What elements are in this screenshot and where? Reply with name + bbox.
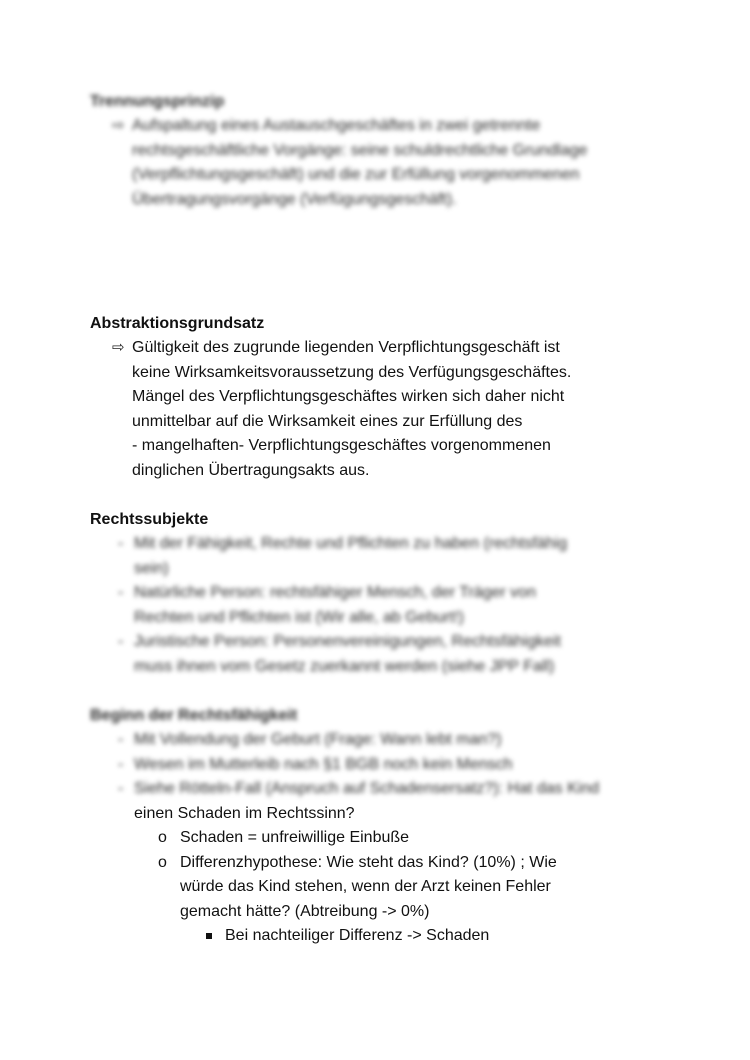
sub-sub-list-item (90, 924, 670, 949)
text-line: Aufspaltung eines Austauschgeschäftes in zwei getrennte (132, 117, 541, 134)
section-trennungsprinzip (90, 90, 670, 212)
text-line: Gültigkeit des zugrunde liegenden Verpflichtungsgeschäft ist (132, 339, 560, 356)
list-item-continuation (90, 802, 670, 827)
text-line: (Verpflichtungsgeschäft) und die zur Erfüllung vorgenommenen (132, 166, 580, 183)
text-line: keine Wirksamkeitsvoraussetzung des Verfügungsgeschäftes. (132, 363, 572, 381)
circle-bullet-icon: o (158, 829, 167, 846)
arrow-paragraph-trennungsprinzip (90, 114, 670, 212)
text-line: einen Schaden im Rechtssinn? (134, 804, 355, 822)
list-item (90, 630, 670, 679)
text-line: Mängel des Verpflichtungsgeschäftes wirken sich daher nicht (132, 388, 565, 405)
square-bullet-icon (206, 933, 212, 939)
dash-bullet-icon: - (118, 731, 124, 748)
section-rechtssubjekte (90, 508, 670, 679)
text-line: unmittelbar auf die Wirksamkeit eines zur Erfüllung des (132, 412, 523, 430)
text-line: gemacht hätte? (Abtreibung -> 0%) (180, 902, 430, 920)
dash-bullet-icon: - (118, 535, 124, 552)
heading-rechtssubjekte: Rechtssubjekte (90, 511, 209, 528)
text-line: Bei nachteiliger Differenz -> Schaden (225, 927, 490, 944)
text-line: Natürliche Person: rechtsfähiger Mensch, der Träger von (134, 584, 536, 601)
text-line: Differenzhypothese: Wie steht das Kind? (10%) ; Wie (180, 853, 557, 871)
list-item (90, 581, 670, 630)
heading-beginn-rechtsfaehigkeit: Beginn der Rechtsfähigkeit (90, 707, 298, 724)
dash-bullet-icon: - (118, 633, 124, 650)
rechtsfaehigkeit-sub-list (90, 826, 670, 924)
arrow-right-icon: ⇨ (112, 117, 125, 134)
heading-trennungsprinzip: Trennungsprinzip (90, 93, 225, 110)
text-line: sein) (134, 559, 169, 577)
text-line: würde das Kind stehen, wenn der Arzt keinen Fehler (180, 878, 551, 895)
text-line: Schaden = unfreiwillige Einbuße (180, 829, 410, 846)
section-abstraktionsgrundsatz (90, 312, 670, 483)
dash-bullet-icon: - (118, 584, 124, 601)
text-line: rechtsgeschäftliche Vorgänge: seine schuldrechtliche Grundlage (132, 141, 588, 159)
text-line: Übertragungsvorgänge (Verfügungsgeschäft). (132, 190, 457, 208)
rechtssubjekte-list (90, 532, 670, 679)
text-line: Mit Vollendung der Geburt (Frage: Wann lebt man?) (134, 731, 502, 748)
text-line: Wesen im Mutterleib nach §1 BGB noch kein Mensch (134, 755, 513, 773)
list-item (90, 728, 670, 753)
text-line: Mit der Fähigkeit, Rechte und Pflichten zu haben (rechtsfähig (134, 535, 568, 552)
dash-bullet-icon: - (118, 755, 124, 773)
text-line: Rechten und Pflichten ist (Wir alle, ab Geburt!) (134, 608, 464, 626)
section-beginn-rechtsfaehigkeit (90, 704, 670, 949)
sub-list-item (90, 826, 670, 851)
text-line: muss ihnen vom Gesetz zuerkannt werden (siehe JPP Fall) (134, 657, 555, 675)
list-item (90, 753, 670, 778)
text-line: dinglichen Übertragungsakts aus. (132, 461, 370, 479)
circle-bullet-icon: o (158, 853, 167, 871)
text-line: Juristische Person: Personenvereinigungen, Rechtsfähigkeit (134, 633, 561, 650)
sub-list-item (90, 851, 670, 925)
heading-abstraktionsgrundsatz: Abstraktionsgrundsatz (90, 315, 265, 332)
arrow-paragraph-abstraktion (90, 336, 670, 483)
text-line: - mangelhaften- Verpflichtungsgeschäftes vorgenommenen (132, 437, 551, 454)
list-item (90, 532, 670, 581)
text-line: Siehe Rötteln-Fall (Anspruch auf Schadensersatz?): Hat das Kind (134, 780, 600, 797)
list-item (90, 777, 670, 802)
arrow-right-icon: ⇨ (112, 339, 125, 356)
dash-bullet-icon: - (118, 780, 124, 797)
rechtsfaehigkeit-list (90, 728, 670, 802)
